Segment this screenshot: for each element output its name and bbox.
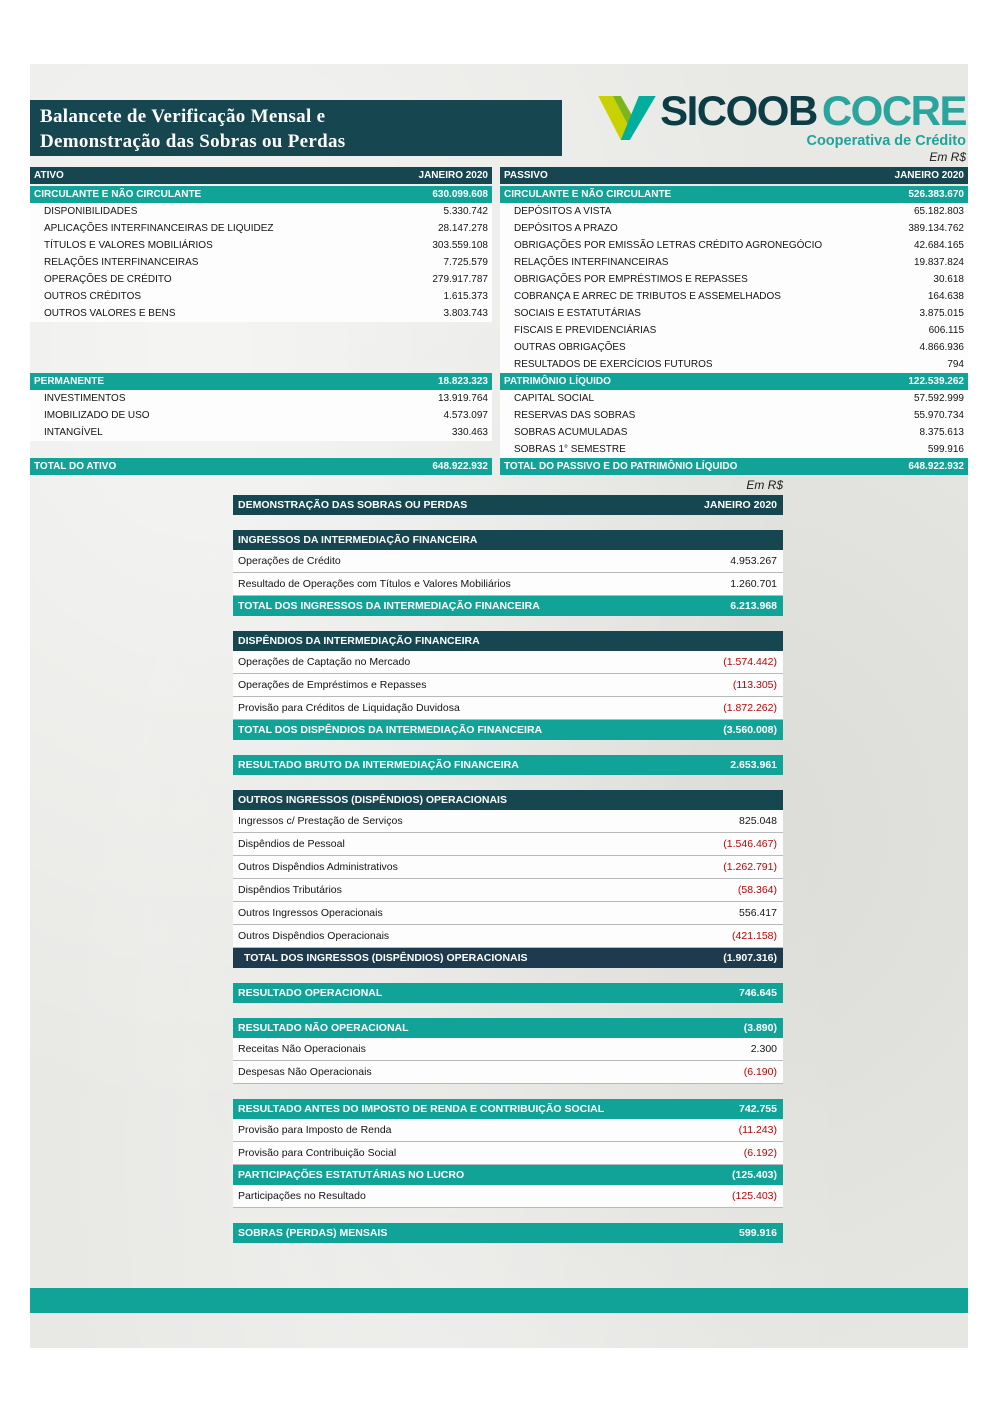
dre-row-item xyxy=(233,902,783,925)
balance-row-label: RELAÇÕES INTERFINANCEIRAS xyxy=(44,257,199,268)
balance-row-label: OUTROS CRÉDITOS xyxy=(44,291,142,302)
balance-row-value: 648.922.932 xyxy=(432,461,488,472)
balance-row-label: RELAÇÕES INTERFINANCEIRAS xyxy=(514,257,669,268)
balance-row-value: 303.559.108 xyxy=(432,240,488,251)
balance-row-label: INVESTIMENTOS xyxy=(44,393,126,404)
balance-row-value: 389.134.762 xyxy=(908,223,964,234)
balance-spacer-row xyxy=(30,339,492,356)
dre-row-value: (6.190) xyxy=(743,1066,777,1078)
dre-row-label: Outros Dispêndios Operacionais xyxy=(238,930,390,942)
balance-column-title: PASSIVO xyxy=(504,170,548,181)
dre-gap xyxy=(233,968,783,983)
dre-row-value: 4.953.267 xyxy=(730,555,777,567)
dre-row-item xyxy=(233,651,783,674)
balance-row-label: SOBRAS 1° SEMESTRE xyxy=(514,444,626,455)
income-statement xyxy=(233,495,783,1243)
dre-row-label: TOTAL DOS DISPÊNDIOS DA INTERMEDIAÇÃO FINANCEIRA xyxy=(238,724,543,736)
dre-row-value: 825.048 xyxy=(739,815,777,827)
balance-row-value: 7.725.579 xyxy=(443,257,488,268)
dre-row-value: (3.560.008) xyxy=(723,724,777,736)
balance-row-value: 606.115 xyxy=(928,325,964,336)
dre-row-value: 6.213.968 xyxy=(730,600,777,612)
ativo-column xyxy=(30,167,492,475)
balance-column-header xyxy=(30,167,492,184)
passivo-row-item xyxy=(500,339,968,356)
logo-brand: SICOOB xyxy=(660,87,817,134)
balance-row-value: 28.147.278 xyxy=(437,223,488,234)
dre-row-value: (1.546.467) xyxy=(723,838,777,850)
ativo-row-item xyxy=(30,407,492,424)
dre-row-label: Receitas Não Operacionais xyxy=(238,1043,366,1055)
dre-row-total xyxy=(233,720,783,740)
dre-row-item xyxy=(233,856,783,879)
balance-row-label: DEPÓSITOS A PRAZO xyxy=(514,223,618,234)
balance-row-label: CIRCULANTE E NÃO CIRCULANTE xyxy=(504,189,672,200)
dre-row-label: Participações no Resultado xyxy=(238,1190,366,1202)
dre-row-label: Provisão para Imposto de Renda xyxy=(238,1124,392,1136)
dre-row-label: Operações de Crédito xyxy=(238,555,341,567)
balance-column-title: ATIVO xyxy=(34,170,64,181)
balance-row-value: 279.917.787 xyxy=(432,274,488,285)
passivo-row-item xyxy=(500,271,968,288)
balance-row-value: 55.970.734 xyxy=(913,410,964,421)
passivo-row-item xyxy=(500,390,968,407)
balance-row-label: PATRIMÔNIO LÍQUIDO xyxy=(504,376,611,387)
dre-row-value: (6.192) xyxy=(743,1147,777,1159)
dre-row-total xyxy=(233,1018,783,1038)
dre-row-label: DEMONSTRAÇÃO DAS SOBRAS OU PERDAS xyxy=(238,499,468,511)
ativo-row-item xyxy=(30,424,492,441)
balance-row-label: OBRIGAÇÕES POR EMISSÃO LETRAS CRÉDITO AGRONEGÓCIO xyxy=(514,240,823,251)
dre-row-label: Operações de Captação no Mercado xyxy=(238,656,411,668)
ativo-row-item xyxy=(30,390,492,407)
dre-row-item xyxy=(233,1185,783,1208)
dre-row-label: Provisão para Créditos de Liquidação Duvidosa xyxy=(238,702,460,714)
footer-bar xyxy=(30,1288,968,1313)
balance-row-value: 19.837.824 xyxy=(913,257,964,268)
passivo-row-item xyxy=(500,254,968,271)
passivo-row-item xyxy=(500,356,968,373)
balance-row-value: 3.803.743 xyxy=(443,308,488,319)
balance-row-label: CAPITAL SOCIAL xyxy=(514,393,595,404)
balance-column-header xyxy=(500,167,968,184)
ativo-row-item xyxy=(30,203,492,220)
balance-row-value: 5.330.742 xyxy=(443,206,488,217)
dre-row-label: Outros Ingressos Operacionais xyxy=(238,907,383,919)
balance-row-label: IMOBILIZADO DE USO xyxy=(44,410,150,421)
ativo-row-section xyxy=(30,373,492,390)
dre-row-value: (1.262.791) xyxy=(723,861,777,873)
dre-row-value: (113.305) xyxy=(732,679,777,691)
balance-row-label: OBRIGAÇÕES POR EMPRÉSTIMOS E REPASSES xyxy=(514,274,748,285)
balance-row-value: 794 xyxy=(947,359,964,370)
balance-row-value: 164.638 xyxy=(927,291,964,302)
balance-row-label: INTANGÍVEL xyxy=(44,427,103,438)
passivo-row-item xyxy=(500,305,968,322)
balance-row-value: 599.916 xyxy=(927,444,964,455)
balance-spacer-row xyxy=(30,322,492,339)
dre-row-item xyxy=(233,810,783,833)
dre-row-total xyxy=(233,596,783,616)
balance-row-value: 122.539.262 xyxy=(908,376,964,387)
currency-note-top: Em R$ xyxy=(929,150,966,164)
balance-row-label: CIRCULANTE E NÃO CIRCULANTE xyxy=(34,189,202,200)
dre-row-label: RESULTADO OPERACIONAL xyxy=(238,987,383,999)
dre-row-label: Operações de Empréstimos e Repasses xyxy=(238,679,427,691)
dre-row-label: Despesas Não Operacionais xyxy=(238,1066,372,1078)
dre-gap xyxy=(233,775,783,790)
dre-row-item xyxy=(233,1061,783,1084)
dre-row-item xyxy=(233,1142,783,1165)
dre-row-item xyxy=(233,1038,783,1061)
logo-text xyxy=(660,87,966,149)
report-title-line2: Demonstração das Sobras ou Perdas xyxy=(40,131,346,152)
dre-row-value: (3.890) xyxy=(743,1022,777,1034)
balance-row-label: DEPÓSITOS A VISTA xyxy=(514,206,612,217)
dre-row-label: RESULTADO ANTES DO IMPOSTO DE RENDA E CONTRIBUIÇÃO SOCIAL xyxy=(238,1103,605,1115)
dre-row-label: SOBRAS (PERDAS) MENSAIS xyxy=(238,1227,388,1239)
dre-row-label: INGRESSOS DA INTERMEDIAÇÃO FINANCEIRA xyxy=(238,534,478,546)
balance-row-value: 18.823.323 xyxy=(437,376,488,387)
dre-row-label: Dispêndios Tributários xyxy=(238,884,342,896)
ativo-row-item xyxy=(30,220,492,237)
balance-column-period: JANEIRO 2020 xyxy=(894,170,964,181)
ativo-row-item xyxy=(30,237,492,254)
dre-row-header xyxy=(233,790,783,810)
dre-row-value: 2.300 xyxy=(750,1043,777,1055)
dre-row-total xyxy=(233,1223,783,1243)
passivo-row-total xyxy=(500,458,968,475)
passivo-column xyxy=(500,167,968,475)
balance-row-label: OUTROS VALORES E BENS xyxy=(44,308,176,319)
dre-gap xyxy=(233,1208,783,1223)
dre-row-value: 742.755 xyxy=(739,1103,777,1115)
dre-gap xyxy=(233,1084,783,1099)
dre-row-item xyxy=(233,674,783,697)
dre-row-value: (1.574.442) xyxy=(723,656,777,668)
passivo-row-item xyxy=(500,220,968,237)
report-sheet xyxy=(30,64,968,1348)
dre-row-label: OUTROS INGRESSOS (DISPÊNDIOS) OPERACIONAIS xyxy=(238,794,507,806)
dre-gap xyxy=(233,740,783,755)
dre-row-value: 599.916 xyxy=(739,1227,777,1239)
dre-gap xyxy=(233,515,783,530)
logo-wordmark xyxy=(660,87,966,134)
dre-row-total-dark xyxy=(233,948,783,968)
balance-row-label: COBRANÇA E ARREC DE TRIBUTOS E ASSEMELHADOS xyxy=(514,291,781,302)
dre-row-item xyxy=(233,573,783,596)
balance-row-label: OPERAÇÕES DE CRÉDITO xyxy=(44,274,172,285)
passivo-row-item xyxy=(500,322,968,339)
balance-row-value: 526.383.670 xyxy=(908,189,964,200)
dre-row-label: Resultado de Operações com Títulos e Valores Mobiliários xyxy=(238,578,511,590)
logo-name: COCRE xyxy=(821,87,966,134)
dre-row-label: Provisão para Contribuição Social xyxy=(238,1147,397,1159)
balance-row-label: FISCAIS E PREVIDENCIÁRIAS xyxy=(514,325,657,336)
dre-row-value: 746.645 xyxy=(739,987,777,999)
balance-row-label: OUTRAS OBRIGAÇÕES xyxy=(514,342,626,353)
dre-row-value: 2.653.961 xyxy=(730,759,777,771)
dre-row-header xyxy=(233,530,783,550)
balance-row-value: 648.922.932 xyxy=(908,461,964,472)
balance-row-value: 42.684.165 xyxy=(913,240,964,251)
passivo-row-item xyxy=(500,407,968,424)
dre-row-value: JANEIRO 2020 xyxy=(704,499,777,511)
balance-row-value: 65.182.803 xyxy=(913,206,964,217)
balance-row-value: 330.463 xyxy=(451,427,488,438)
dre-row-item xyxy=(233,925,783,948)
dre-row-value: (421.158) xyxy=(732,930,777,942)
passivo-row-item xyxy=(500,203,968,220)
dre-row-label: PARTICIPAÇÕES ESTATUTÁRIAS NO LUCRO xyxy=(238,1169,465,1181)
passivo-row-item xyxy=(500,424,968,441)
passivo-row-item xyxy=(500,288,968,305)
balance-row-label: DISPONIBILIDADES xyxy=(44,206,138,217)
balance-row-label: SOCIAIS E ESTATUTÁRIAS xyxy=(514,308,641,319)
dre-row-label: RESULTADO BRUTO DA INTERMEDIAÇÃO FINANCEIRA xyxy=(238,759,519,771)
currency-note-dre: Em R$ xyxy=(746,478,783,492)
passivo-row-section xyxy=(500,373,968,390)
ativo-row-total xyxy=(30,458,492,475)
balance-spacer-row xyxy=(30,441,492,458)
dre-row-total xyxy=(233,983,783,1003)
passivo-row-item xyxy=(500,237,968,254)
logo-tagline: Cooperativa de Crédito xyxy=(806,133,966,149)
report-title-line1: Balancete de Verificação Mensal e xyxy=(40,106,326,127)
dre-row-total xyxy=(233,1099,783,1119)
passivo-row-item xyxy=(500,441,968,458)
balance-row-value: 4.573.097 xyxy=(443,410,488,421)
dre-row-value: (11.243) xyxy=(738,1124,777,1136)
dre-row-value: 1.260.701 xyxy=(730,578,777,590)
balance-row-label: SOBRAS ACUMULADAS xyxy=(514,427,628,438)
dre-row-value: (1.872.262) xyxy=(723,702,777,714)
dre-row-value: (125.403) xyxy=(732,1190,777,1202)
dre-row-label: Outros Dispêndios Administrativos xyxy=(238,861,398,873)
dre-row-label: DISPÊNDIOS DA INTERMEDIAÇÃO FINANCEIRA xyxy=(238,635,480,647)
balance-column-period: JANEIRO 2020 xyxy=(418,170,488,181)
dre-row-value: (125.403) xyxy=(732,1169,777,1181)
dre-row-label: Dispêndios de Pessoal xyxy=(238,838,345,850)
balance-row-label: RESERVAS DAS SOBRAS xyxy=(514,410,636,421)
balance-row-label: APLICAÇÕES INTERFINANCEIRAS DE LIQUIDEZ xyxy=(44,223,274,234)
sicoob-logo xyxy=(596,87,966,149)
dre-row-value: (1.907.316) xyxy=(723,952,777,964)
dre-row-label: RESULTADO NÃO OPERACIONAL xyxy=(238,1022,409,1034)
ativo-row-item xyxy=(30,271,492,288)
dre-row-value: (58.364) xyxy=(737,884,777,896)
dre-row-total xyxy=(233,755,783,775)
balance-row-label: PERMANENTE xyxy=(34,376,105,387)
dre-row-item xyxy=(233,879,783,902)
balance-row-value: 8.375.613 xyxy=(919,427,964,438)
balance-row-value: 3.875.015 xyxy=(919,308,964,319)
balance-row-label: TOTAL DO PASSIVO E DO PATRIMÔNIO LÍQUIDO xyxy=(504,461,738,472)
ativo-row-section xyxy=(30,186,492,203)
balance-row-value: 630.099.608 xyxy=(432,189,488,200)
passivo-row-section xyxy=(500,186,968,203)
balance-row-label: TÍTULOS E VALORES MOBILIÁRIOS xyxy=(44,240,213,251)
dre-gap xyxy=(233,616,783,631)
ativo-row-item xyxy=(30,254,492,271)
balance-row-value: 30.618 xyxy=(933,274,964,285)
dre-row-item xyxy=(233,833,783,856)
balance-row-value: 1.615.373 xyxy=(443,291,488,302)
balance-row-value: 4.866.936 xyxy=(919,342,964,353)
sicoob-logo-mark-icon xyxy=(596,90,660,144)
report-title xyxy=(30,100,562,156)
dre-row-item xyxy=(233,550,783,573)
balance-row-label: TOTAL DO ATIVO xyxy=(34,461,117,472)
balance-row-value: 13.919.764 xyxy=(437,393,488,404)
balance-row-value: 57.592.999 xyxy=(913,393,964,404)
dre-row-header xyxy=(233,631,783,651)
ativo-row-item xyxy=(30,288,492,305)
balance-spacer-row xyxy=(30,356,492,373)
ativo-row-item xyxy=(30,305,492,322)
dre-row-total xyxy=(233,1165,783,1185)
dre-row-label: TOTAL DOS INGRESSOS DA INTERMEDIAÇÃO FINANCEIRA xyxy=(238,600,540,612)
dre-gap xyxy=(233,1003,783,1018)
dre-row-title xyxy=(233,495,783,515)
dre-row-label: TOTAL DOS INGRESSOS (DISPÊNDIOS) OPERACIONAIS xyxy=(244,952,528,964)
dre-row-value: 556.417 xyxy=(739,907,777,919)
dre-row-item xyxy=(233,1119,783,1142)
dre-row-label: Ingressos c/ Prestação de Serviços xyxy=(238,815,403,827)
balance-row-label: RESULTADOS DE EXERCÍCIOS FUTUROS xyxy=(514,359,713,370)
dre-row-item xyxy=(233,697,783,720)
